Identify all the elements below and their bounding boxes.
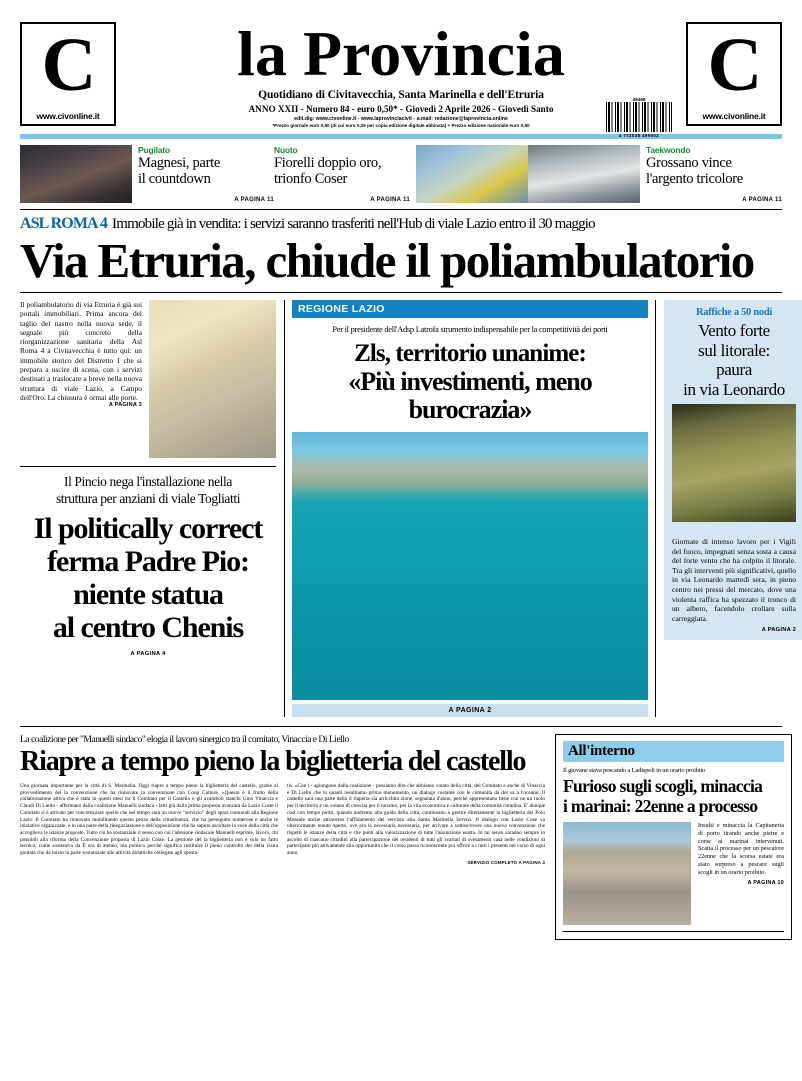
- logo-letter-c: C: [41, 23, 95, 107]
- zls-headline-line1: Zls, territorio unanime:: [354, 340, 586, 367]
- allinterno-banner: All'interno: [563, 741, 784, 762]
- sport-headline-line2: il countdown: [138, 170, 211, 187]
- lead-page-ref: A PAGINA 3: [108, 402, 142, 409]
- sport-headline-line1: Grossano vince: [646, 155, 732, 171]
- allinterno-headline-line2: i marinai: 22enne a processo: [563, 795, 758, 816]
- asl-section-tag: ASL ROMA 4: [20, 215, 108, 232]
- taekwondo-photo: [528, 145, 640, 203]
- sport-kicker: Taekwondo: [646, 145, 691, 155]
- lead-body-text: Il poliambulatorio di via Etruria è già sui portali immobiliari. Prima ancora del taglio del nastro nella nuova sede, il segnale più concreto della riorganizzazione sanitaria della Asl Roma 4 a Civitavecchia è tutto qui: un immobile storico del Distretto 1 che si prepara a uscire di scena, con i servizi destinati a traslocare a breve nella nuova struttura di viale Lazio, a Campo dell'Oro. La chiusura è ormai alle porte.: [20, 300, 142, 402]
- castle-body-col2: tis. «Con i - agiungono dalla coalizione - possiamo dire che abbiamo votato della città, del Comitato e anche di Vinaccia e Di Liello che in quanti resultiamo primo monumento, un dialogo costante con le comunità da dot sa a l'oceano. Il castello sarà una parte della il riaperta sia arricchita zione, segnalata d'anno, perché appresentano bene con ne un ruolo per il territorio e un volano di crescita per il turismo, per la vita economica e culturale della comunità cittadina. È' dunque così con tempo politi, quando andremo alla guida della città, continuano a gestire direttamente la biglietteria del Polo Museale anche attraverso l'affidamento del servizio alla Santa Marinella Servizi. Il dialogo con Lazio Cose va ulteriormente tenuto aperto, ove era la necessaria necessaria, per arrivare a sottoscrivere una nuova convenzione che rispetti le istanze della città e che punti alla valorizzazione di tutte l'assunzione esatta. In tal senso saranno sempre in ascolto di ciascuno cittadini alla partecipazione dei residenti di tutti gli svariati di svesamenti casa nelle condizioni di partecipare più attivamente alla opportunità che il corso passa riconoscente poi offrire a i tutti i presenti nel corso di ogni anno.: [287, 783, 545, 857]
- pincio-kicker-line1: Il Pincio nega l'installazione nella: [64, 474, 232, 489]
- masthead-center: [116, 18, 686, 128]
- castle-story: [20, 734, 545, 940]
- pincio-kicker-line2: struttura per anziani di viale Togliatti: [55, 491, 241, 506]
- website-url-right[interactable]: www.civonline.it: [702, 111, 766, 121]
- allinterno-headline-line1: Furioso sugli scogli, minaccia: [563, 776, 763, 796]
- rule-under-lead: [20, 292, 782, 293]
- allinterno-page-ref: A PAGINA 10: [747, 879, 784, 886]
- sport-headline: [274, 156, 410, 187]
- allinterno-box: [555, 734, 792, 940]
- sport-page-ref: A PAGINA 11: [234, 197, 274, 203]
- lead-headline[interactable]: Via Etruria, chiude il poliambulatorio: [20, 233, 754, 288]
- zls-kicker: Per il presidente dell'Adsp Latrofa strumento indispensabile per la competitività dei porti: [332, 325, 608, 334]
- sport-headline-line1: Magnesi, parte: [138, 155, 220, 171]
- wind-headline-line1: Vento forte: [698, 321, 770, 340]
- pincio-kicker: [20, 473, 276, 507]
- regione-lazio-banner: REGIONE LAZIO: [292, 300, 648, 318]
- newspaper-subtitle: Quotidiano di Civitavecchia, Santa Marinella e dell'Etruria: [258, 89, 544, 101]
- left-separator-rule: [20, 466, 276, 467]
- castle-kicker: La coalizione per "Manuelli sindaco" elogia il lavoro sinergico tra il comitato, Vinaccia e Di Liello: [20, 734, 349, 745]
- sport-headline-line2: l'argento tricolore: [646, 170, 743, 187]
- pincio-headline-line1: Il politically correct: [33, 512, 263, 545]
- fallen-tree-photo: [672, 404, 796, 522]
- zls-headline[interactable]: [292, 340, 648, 424]
- coast-guard-photo: [563, 822, 691, 925]
- web-contact-line: edit.dig: www.civonline.it - www.laprovinciacivit - a.mail: redazione@laprovincia.online: [294, 115, 508, 122]
- wind-page-ref: A PAGINA 2: [664, 627, 802, 640]
- pincio-headline[interactable]: [20, 512, 276, 644]
- newspaper-title: la Provincia: [237, 18, 565, 89]
- wind-kicker: Raffiche a 50 nodi: [696, 307, 772, 318]
- main-content-columns: [20, 300, 796, 717]
- pincio-headline-line4: al centro Chenis: [52, 611, 244, 644]
- castle-body-col1: Una giornata importante per la città di S. Marinella. Oggi riapre a tempo pieno la biglietteria del castello, grazie al provvedimento del la convenzione che ha rinnovato la convenzione con Coop Culture. «Questo è il frutto della collaborazione attiva che è stata in questi mesi tra il Comitato per il Castello e gli avamboli stanchi Gino Vinaccia e Claudi Di Liello - affermano dalla coalizione Manuelli sindaco - letti già dalla prima proposta avanzata da Lazio Coste il Comitato si è attivato per concretizzare quello che nel tempo sarà un nuovo "servizio" degli spazi comunali alla Regione Lazio. Il Comitato ha rinnovato mobilitando questo pezzo della cittadinanza, che ha perseguito numerose e anche le iniziative organizzate, e in una parte della rinegoziazione e dell'opposizione che ha saputo ascoltare la voce della città che accoglieva le istanze proposte. Tutto ciò ha sostanziale il senso con cui l'adesione sindacale Manuelli esprime, lavora, chi possibili alla riforma della Convenzione proposta di Lazio Coste. La gestione del la biglietteria non è solo un fatto tecnico, come sosteneva da È ora di ateneo, ma politico perché significa restituire il pieno controllo dei della visita guidata che dà inizio la parte sostanziale alle attività didattiche collegate agli sposta-: [20, 783, 278, 857]
- sport-headline-line2: trionfo Coser: [274, 170, 348, 187]
- wind-headline-line4: in via Leonardo: [683, 379, 785, 399]
- barcode-icon: [606, 102, 672, 132]
- sport-page-ref: A PAGINA 11: [742, 197, 782, 203]
- allinterno-text: Insulti e minaccia la Capitaneria di porto tirando anche pietre e corse ai marinai intervenuti. Scatta il processo per un pescatore 22enne che la scorsa estate era stato sorpreso a pescare sugli scogli in un orario proibito.: [698, 822, 784, 876]
- sports-teaser-strip: [20, 145, 782, 203]
- wind-headline: [672, 321, 796, 399]
- website-url-left[interactable]: www.civonline.it: [36, 111, 100, 121]
- allinterno-bottom-rule: [563, 931, 784, 932]
- allinterno-headline[interactable]: [563, 777, 784, 816]
- wind-headline-line3: paura: [716, 360, 752, 379]
- sport-headline: [138, 156, 274, 187]
- barcode-digits: 4 772038 499002: [618, 133, 660, 138]
- castle-body-columns: [20, 783, 545, 857]
- barcode-number: 49498: [632, 97, 646, 102]
- logo-box-left[interactable]: [20, 22, 116, 126]
- wind-story-box[interactable]: [664, 300, 802, 531]
- logo-box-right[interactable]: [686, 22, 782, 126]
- barcode-area: [606, 97, 672, 138]
- logo-letter-c-right: C: [707, 23, 761, 107]
- left-column: [20, 300, 276, 717]
- masthead: [20, 0, 782, 138]
- zls-headline-line2: «Più investimenti, meno burocrazia»: [348, 367, 592, 424]
- bottom-section: [20, 726, 782, 940]
- wind-caption-text: Giornate di intenso lavoro per i Vigili del fuoco, impegnati senza sosta a causa del forte vento che ha colpito il litorale. Tra gli interventi più significativi, quello in via Leonardo martedì sera, in pieno centro nei pressi del mercato, dove una violenta raffica ha spezzato il tronco di un albero, facendolo crollare sulla carreggiata.: [664, 531, 802, 627]
- sport-headline: [646, 156, 782, 187]
- boxing-photo: [20, 145, 132, 203]
- regione-page-ref: A PAGINA 2: [292, 704, 648, 717]
- poliambulatorio-photo: [149, 300, 276, 458]
- issue-line: ANNO XXII - Numero 84 - euro 0,50* - Giovedì 2 Aprile 2026 - Giovedì Santo: [248, 104, 554, 114]
- center-column: [284, 300, 656, 717]
- port-aerial-photo: [292, 432, 648, 700]
- right-column: [664, 300, 802, 717]
- price-note-line: *Prezzo giornale euro 0,50 (di cui euro 0,25 per copia edizione digitale abbinata) + Prezzo edizione nazionale euro 0,50: [272, 122, 530, 128]
- wind-headline-line2: sul litorale:: [698, 340, 770, 360]
- sport-teaser-taekwondo[interactable]: [528, 145, 782, 203]
- swimming-photo: [416, 145, 528, 203]
- sport-teaser-nuoto[interactable]: [274, 145, 528, 203]
- sport-page-ref: A PAGINA 11: [370, 197, 410, 203]
- pincio-page-ref: A PAGINA 4: [130, 651, 166, 657]
- castle-headline[interactable]: Riapre a tempo pieno la biglietteria del castello: [20, 746, 526, 777]
- pincio-headline-line2: ferma Padre Pio:: [47, 545, 249, 578]
- lead-kicker: Immobile già in vendita: i servizi saranno trasferiti nell'Hub di viale Lazio entro il 30 maggio: [112, 216, 595, 232]
- sport-kicker: Pugilato: [138, 145, 170, 155]
- lead-story-banner: [20, 209, 782, 286]
- castle-byline: SERVIZIO COMPLETO A PAGINA 3: [467, 859, 545, 865]
- sport-headline-line1: Fiorelli doppio oro,: [274, 155, 382, 171]
- sport-teaser-pugilato[interactable]: [20, 145, 274, 203]
- allinterno-kicker: Il giovane stava pescando a Ladispoli in un orario proibito: [563, 767, 706, 774]
- sport-kicker: Nuoto: [274, 145, 298, 155]
- pincio-headline-line3: niente statua: [73, 578, 223, 611]
